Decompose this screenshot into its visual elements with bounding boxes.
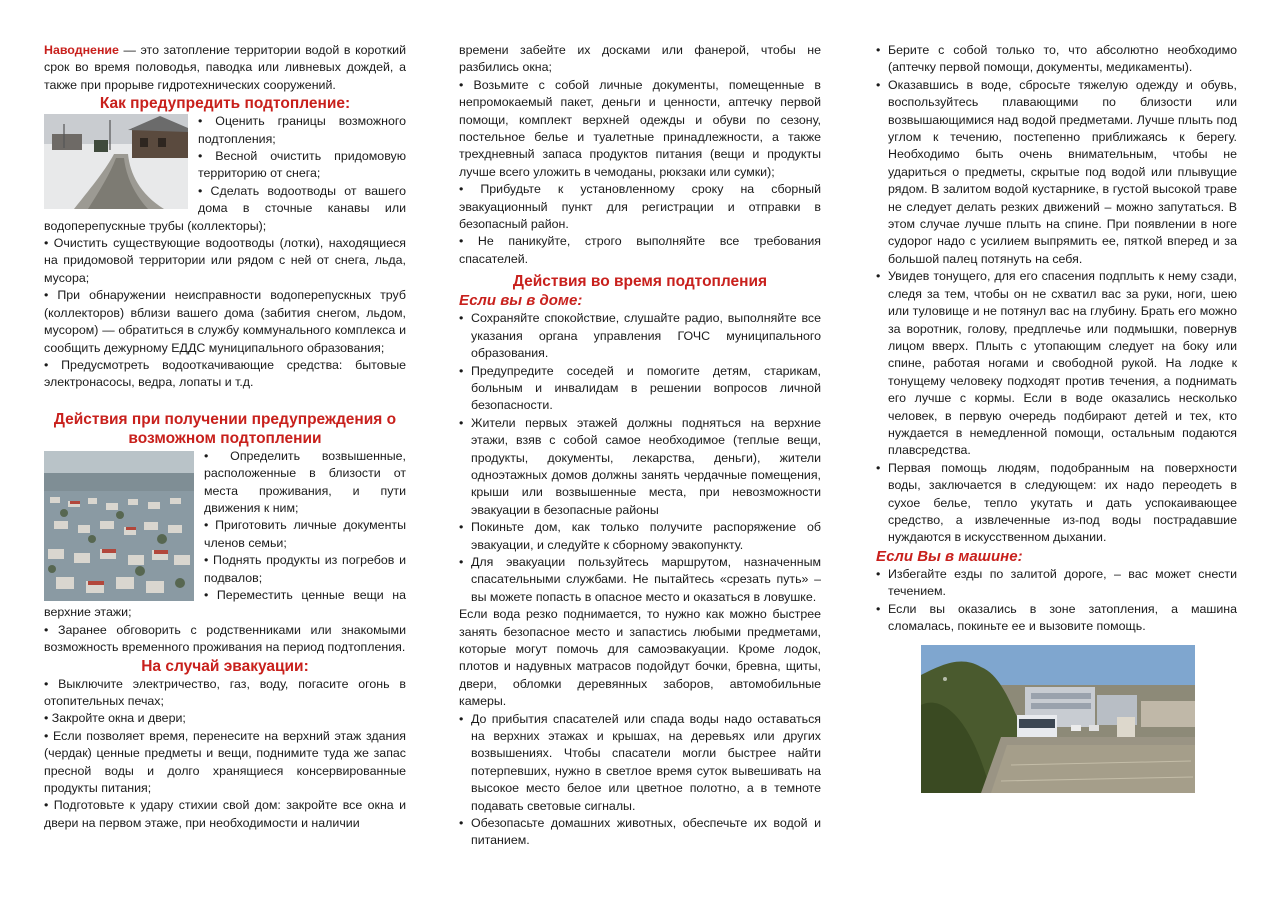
heading-warning: Действия при получении предупреждения о возможном подтоплении	[53, 410, 397, 447]
list-item: • Выключите электричество, газ, воду, погасите огонь в отопительных печах;	[44, 676, 406, 708]
snowy-village-photo	[44, 114, 188, 209]
list-item: • Возьмите с собой личные документы, помещенные в непромокаемый пакет, деньги и ценности, аптечку первой помощи, комплект верхней одежды и обуви по сезону, постельное белье и туалетные принадлежности, а также трехдневный запаса продуктов питания (вещи и продукты лучше всего уложить в чемоданы, рюкзаки или сумки);	[459, 77, 821, 179]
intro-text: — это затопление территории водой в короткий срок во время половодья, паводка или ливневых дождей, а также при прорыве гидротехнических сооружений.	[44, 43, 406, 92]
list-item: • Прибудьте к установленному сроку на сборный эвакуационный пункт для регистрации и отправки в безопасный район.	[459, 182, 821, 232]
list-item: • Приготовить личные документы членов семьи;	[204, 518, 406, 550]
list-item: • Избегайте езды по залитой дороге, – вас может снести течением.	[876, 566, 1237, 601]
flooded-street-photo	[921, 645, 1195, 793]
list-item: • При обнаружении неисправности водоперепускных труб (коллекторов) вблизи вашего дома (забития снегом, льдом, мусором) — обратиться в службу коммунального комплекса и сообщить дежурному ЕДДС муниципального образования;	[44, 288, 406, 355]
list-item: • Подготовьте к удару стихии свой дом: закройте все окна и двери на первом этаже, при необходимости и наличии	[44, 798, 406, 830]
list-item: • Покиньте дом, как только получите распоряжение об эвакуации, и следуйте к сборному эвакопункту.	[459, 519, 821, 554]
water-safety-list	[876, 42, 1237, 547]
list-item: • Не паникуйте, строго выполняйте все требования спасателей.	[459, 234, 821, 266]
in-car-list	[876, 566, 1237, 636]
list-item: • Если позволяет время, перенесите на верхний этаж здания (чердак) ценные предметы и вещи, поднимите туда же запас пресной воды и долго хранящиеся консервированные продукты питания;	[44, 728, 406, 796]
water-rise-paragraph: Если вода резко поднимается, то нужно как можно быстрее занять безопасное место и запастись любыми предметами, которые могут помочь для самоэвакуации. Кроме лодок, плотов и надувных матрасов подойдут бочки, бревна, щиты, двери, обломки деревянных заборов, автомобильные камеры.	[459, 607, 821, 709]
heading-during-flood: Действия во время подтопления	[512, 273, 768, 291]
intro-term: Наводнение	[44, 43, 119, 57]
list-item: • Определить возвышенные, расположенные в близости от места проживания, и пути движения к ним;	[204, 448, 406, 515]
heading-evacuation: На случай эвакуации:	[141, 657, 309, 675]
intro-paragraph	[44, 42, 406, 94]
column-1	[44, 42, 406, 832]
rescue-list	[459, 711, 821, 850]
list-item: • Поднять продукты из погребов и подвалов;	[204, 553, 406, 585]
list-item: • Предусмотреть водооткачивающие средства: бытовые электронасосы, ведра, лопаты и т.д.	[44, 357, 406, 390]
at-home-list	[459, 310, 821, 606]
list-item: • Заранее обговорить с родственниками или знакомыми возможность временного проживания на период подтопления.	[44, 622, 406, 655]
list-item: • Увидев тонущего, для его спасения подплыть к нему сзади, следя за тем, чтобы он не схватил вас за руки, ноги, шею или туловище и не потянул вас на глубину. Брать его можно за воротник, голову, предплечье или подмышки, повернув лицом вверх. Плыть с утопающим следует на боку или спине, работая ногами и свободной рукой. На лодке к тонущему человеку подходят против течения, а поднимать его лучше с кормы. Если в воде оказались несколько человек, в первую очередь подбирают детей и тех, кто нуждается в немедленной помощи, остальным подаются плавсредства.	[876, 268, 1237, 459]
evacuation-list-continued	[459, 77, 821, 268]
list-item: • Переместить ценные вещи на верхние этажи;	[44, 587, 406, 620]
heading-at-home: Если вы в доме:	[459, 292, 583, 310]
continued-text: времени забейте их досками или фанерой, чтобы не разбились окна;	[459, 43, 821, 75]
list-item: • Предупредите соседей и помогите детям, старикам, больным и инвалидам в решении вопросов личной безопасности.	[459, 363, 821, 415]
column-3	[876, 42, 1237, 793]
heading-prevent: Как предупредить подтопление:	[99, 95, 351, 113]
flooded-town-aerial-photo	[44, 451, 194, 601]
column-2	[459, 42, 821, 850]
list-item: • Жители первых этажей должны подняться на верхние этажи, взяв с собой самое необходимое (теплые вещи, продукты, документы, лекарства, деньги), жители одноэтажных домов должны занять чердачные помещения, крыши или возвышенные места, при невозможности эвакуации в безопасные районы	[459, 415, 821, 519]
list-item: • Сохраняйте спокойствие, слушайте радио, выполняйте все указания органа управления ГОЧС муниципального образования.	[459, 310, 821, 362]
list-item: • Если вы оказались в зоне затопления, а машина сломалась, покиньте ее и вызовите помощь.	[876, 601, 1237, 636]
evacuation-list	[44, 676, 406, 833]
list-item: • Для эвакуации пользуйтесь маршрутом, назначенным спасательными службами. Не пытайтесь «срезать путь» – вы можете попасть в опасное место и оказаться в ловушке.	[459, 554, 821, 606]
list-item: • Сделать водоотводы от вашего дома в сточные канавы или водоперепускные трубы (коллекторы);	[44, 183, 406, 233]
heading-in-car: Если Вы в машине:	[876, 547, 1023, 565]
list-item: • Закройте окна и двери;	[44, 711, 186, 726]
list-item: • До прибытия спасателей или спада воды надо оставаться на верхних этажах и крышах, на деревьях или других возвышениях. Чтобы спасатели могли быстрее найти потерпевших, нужно в светлое время суток вывешивать на высокое место белое или цветное полотно, а в темноте подавать световые сигналы.	[459, 711, 821, 815]
list-item: • Оказавшись в воде, сбросьте тяжелую одежду и обувь, воспользуйтесь плавающими по близости или возвышающимися над водой предметами. Лучше плыть под углом к течению, постепенно приближаясь к берегу. Необходимо быть очень внимательным, чтобы не удариться о предметы, скрытые под водой или плывущие рядом. В залитом водой кустарнике, в густой высокой траве не следует делать резких движений – можно запутаться. В этом случае лучше плыть на спине. При появлении в ноге судорог надо с усилием выпрямить ее, пяткой вперед и за большой палец потянуть на себя.	[876, 77, 1237, 268]
list-item: • Оценить границы возможного подтопления;	[198, 114, 406, 146]
list-item: • Обезопасьте домашних животных, обеспечьте их водой и питанием.	[459, 815, 821, 850]
list-item: • Берите с собой только то, что абсолютно необходимо (аптечку первой помощи, документы, медикаменты).	[876, 42, 1237, 77]
list-item: • Первая помощь людям, подобранным на поверхности воды, заключается в следующем: их надо переодеть в сухое белье, тепло укутать и дать успокаивающее средство, а извлеченные из-под воды пострадавшие нуждаются в искусственном дыхании.	[876, 460, 1237, 547]
list-item: • Очистить существующие водоотводы (лотки), находящиеся на придомовой территории или рядом с ней от снега, льда, мусора;	[44, 236, 406, 285]
list-item: • Весной очистить придомовую территорию от снега;	[198, 149, 406, 181]
